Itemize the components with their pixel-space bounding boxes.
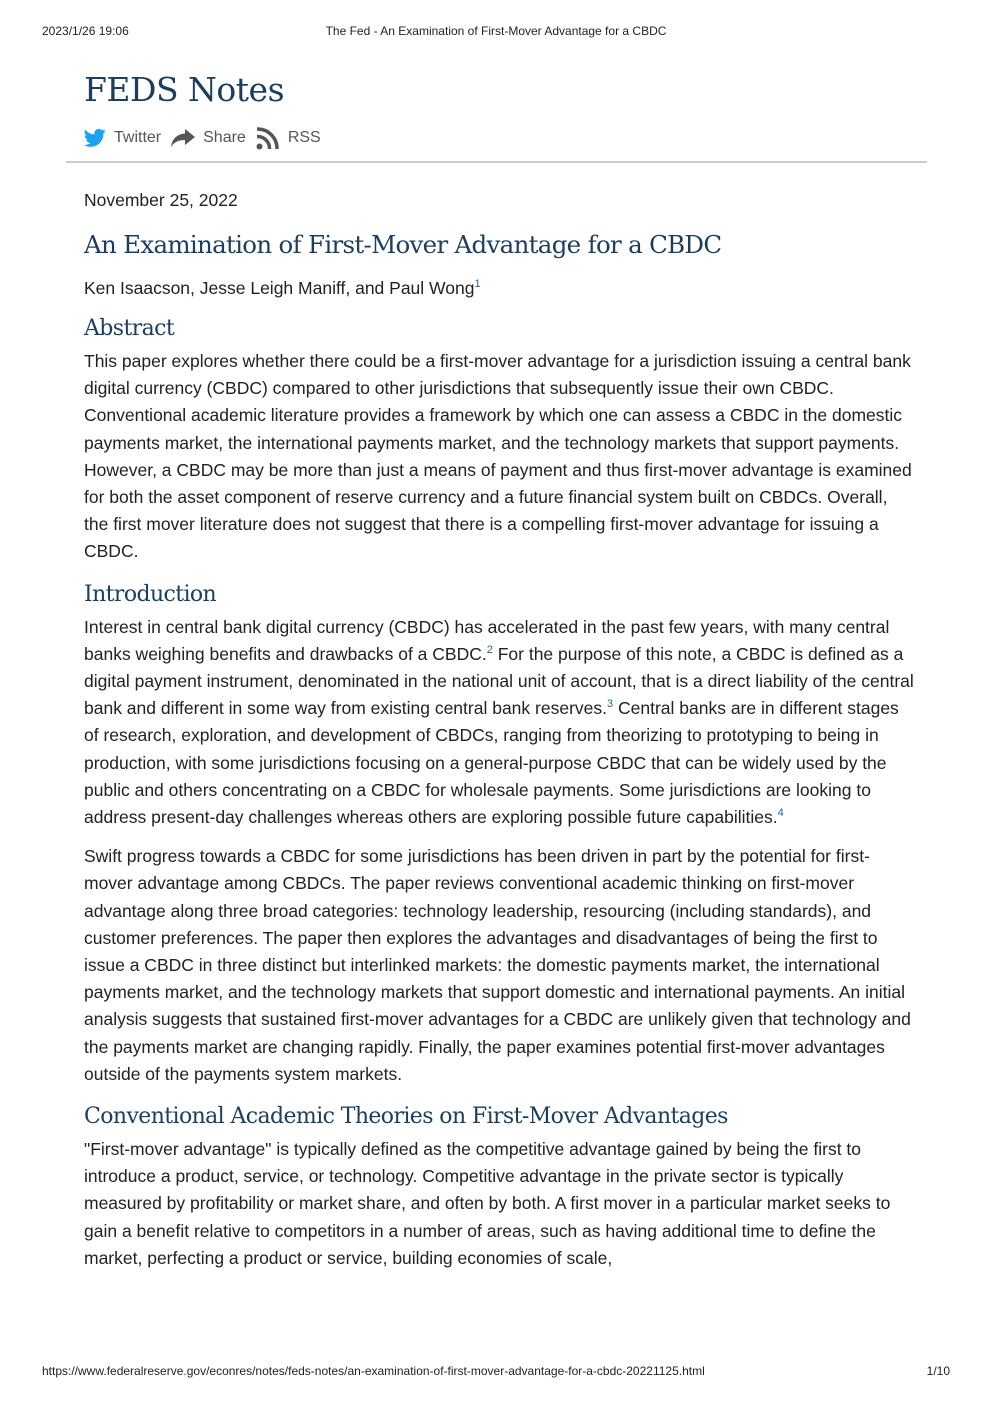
print-footer [42,1364,950,1380]
rss-label: RSS [287,129,321,146]
footnote-link-4[interactable]: 4 [777,807,784,820]
intro-p1-text-2: For the purpose of this note, a CBDC is defined as a digital payment instrument, denominated in the national unit of account, that is a direct liability of the central bank and different in some way from existing central bank reserves. [84,643,914,719]
abstract-paragraph: This paper explores whether there could be a first-mover advantage for a jurisdiction issuing a central bank digital currency (CBDC) compared to other jurisdictions that subsequently issue their own CBDC. Conventional academic literature provides a framework by which one can assess a CBDC in the domestic payments market, the international payments market, and the technology markets that support payments. However, a CBDC may be more than just a means of payment and thus first-mover advantage is examined for both the asset component of reserve currency and a future financial system built on CBDCs. Overall, the first mover literature does not suggest that there is a compelling first-mover advantage for issuing a CBDC. [84,351,912,562]
article-content [84,185,914,1284]
footnote-link-3[interactable]: 3 [607,698,614,711]
header-divider [66,161,927,163]
intro-paragraph-1 [84,614,914,832]
share-link[interactable] [171,129,246,147]
print-document-title: The Fed - An Examination of First-Mover Advantage for a CBDC [325,24,667,38]
share-label: Share [203,129,246,146]
social-links [84,125,331,151]
twitter-label: Twitter [114,129,162,146]
twitter-icon [84,128,106,148]
print-page-number: 1/10 [926,1364,950,1378]
authors [84,275,914,302]
print-url: https://www.federalreserve.gov/econres/notes/feds-notes/an-examination-of-first-mover-advantage-for-a-cbdc-20221125.html [42,1364,705,1378]
intro-paragraph-2: Swift progress towards a CBDC for some jurisdictions has been driven in part by the potential for first-mover advantage among CBDCs. The paper reviews conventional academic thinking on first-mover advantage along three broad categories: technology leadership, resourcing (including standards), and customer preferences. The paper then explores the advantages and disadvantages of being the first to issue a CBDC in three distinct but interlinked markets: the domestic payments market, the international payments market, and the technology markets that support domestic and international payments. An initial analysis suggests that sustained first-mover advantages for a CBDC are unlikely given that technology and the payments market are changing rapidly. Finally, the paper examines potential first-mover advantages outside of the payments system markets. [84,846,911,1084]
footnote-link-1[interactable]: 1 [474,278,481,291]
share-arrow-icon [171,129,195,147]
intro-p1-text-1: Interest in central bank digital currency (CBDC) has accelerated in the past few years, with many central banks weighing benefits and drawbacks of a CBDC. [84,616,890,664]
intro-p1-text-3: Central banks are in different stages of research, exploration, and development of CBDCs, ranging from theorizing to prototyping to being in production, with some jurisdictions focusing on a general-purpose CBDC that can be widely used by the public and others concentrating on a CBDC for wholesale payments. Some jurisdictions are looking to address present-day challenges whereas others are exploring possible future capabilities. [84,698,899,828]
print-header [42,24,950,40]
authors-text: Ken Isaacson, Jesse Leigh Maniff, and Paul Wong [84,278,475,298]
series-title[interactable]: FEDS Notes [84,70,285,109]
theories-paragraph-1: "First-mover advantage" is typically defined as the competitive advantage gained by being the first to introduce a product, service, or technology. Competitive advantage in the private sector is typically measured by profitability or market share, and often by both. A first mover in a particular market seeks to gain a benefit relative to competitors in a number of areas, such as having additional time to define the market, perfecting a product or service, building economies of scale, [84,1139,891,1268]
abstract-heading: Abstract [84,316,175,341]
article-title: An Examination of First-Mover Advantage for a CBDC [84,230,722,259]
introduction-heading: Introduction [84,581,217,607]
publication-date: November 25, 2022 [84,190,238,210]
rss-icon [256,126,280,150]
print-datetime: 2023/1/26 19:06 [42,24,129,38]
rss-link[interactable] [256,126,321,150]
theories-heading: Conventional Academic Theories on First-Mover Advantages [84,1104,728,1130]
twitter-link[interactable] [84,128,161,148]
footnote-link-2[interactable]: 2 [486,644,493,656]
